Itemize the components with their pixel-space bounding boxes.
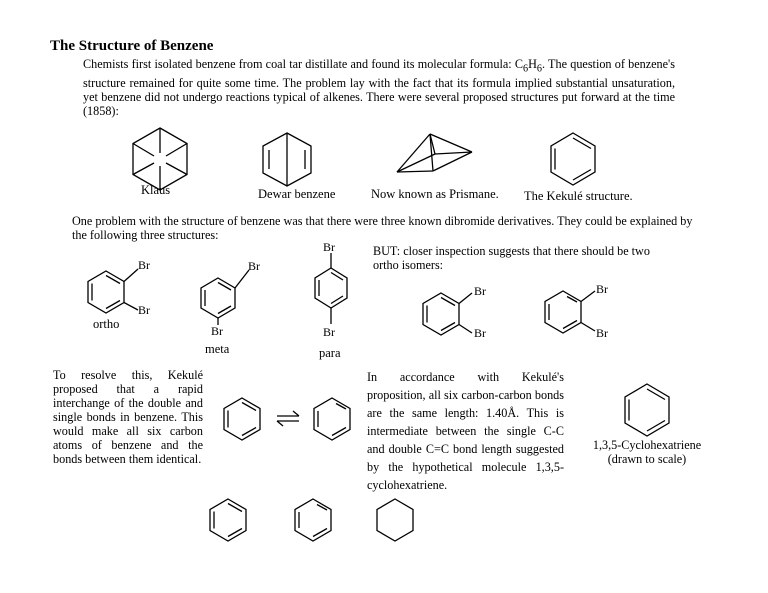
but-paragraph: BUT: closer inspection suggests that there should be two ortho isomers: [373, 244, 650, 272]
ortho-b-br-2: Br [596, 326, 608, 340]
ortho-label: ortho [93, 317, 120, 331]
prismane-label: Now known as Prismane. [371, 187, 499, 201]
para-br-1: Br [323, 240, 335, 254]
kekule-label: The Kekulé structure. [524, 189, 633, 203]
cyclohexatriene-caption-line2: (drawn to scale) [607, 452, 687, 466]
dewar-label: Dewar benzene [258, 187, 336, 201]
para-br-2: Br [323, 325, 335, 339]
ortho-br-2: Br [138, 303, 150, 317]
meta-br-1: Br [248, 259, 260, 273]
ortho-br-1: Br [138, 258, 150, 272]
resolve-paragraph: To resolve this, Kekulé proposed that a rapid interchange of the double and single bonds in benzene. This would make all six carbon atoms of benzene and the bonds between them identical. [53, 368, 203, 466]
cyclohexatriene-caption [592, 438, 702, 466]
klaus-label: Klaus [141, 183, 171, 197]
para-label: para [319, 346, 341, 360]
meta-br-2: Br [211, 324, 223, 338]
ortho-a-br-2: Br [474, 326, 486, 340]
meta-label: meta [205, 342, 230, 356]
accordance-paragraph: In accordance with Kekulé's proposition, all six carbon-carbon bonds are the same length: 1.40Å. This is intermediate between the single C-C and double C=C bond length suggested by the hypothetical molecule 1,3,5-cyclohexatriene. [367, 370, 564, 492]
ortho-a-br-1: Br [474, 284, 486, 298]
ortho-b-br-1: Br [596, 282, 608, 296]
intro-paragraph: Chemists first isolated benzene from coal tar distillate and found its molecular formula: $C_6H_6$. The question of benzene's structure remained for quite some time. The problem lay with the fact that its formula implied substantial unsaturation, yet benzene did not undergo reactions typical of alkenes. There were several proposed structures put forward at the time (1858): [83, 57, 675, 119]
cyclohexatriene-caption-line1: 1,3,5-Cyclohexatriene [592, 438, 702, 452]
dibromide-paragraph: One problem with the structure of benzene was that there were three known dibromide derivatives. They could be explained by the following three structures: [72, 214, 693, 242]
page-title: The Structure of Benzene [50, 38, 214, 54]
cyclohexatriene-structure [0, 0, 1, 1]
